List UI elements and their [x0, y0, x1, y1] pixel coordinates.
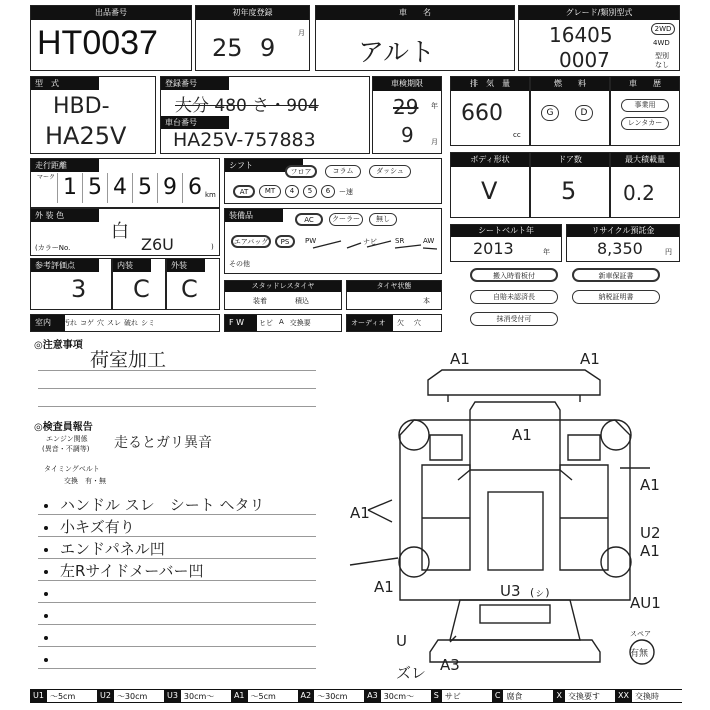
inspection-year-unit: 年 — [431, 102, 438, 110]
remark-bullet — [44, 548, 48, 552]
mark-u3-note: (ㇱ) — [530, 586, 550, 599]
interior-score-header: 内装 — [113, 259, 151, 272]
color-code: Z6U — [141, 235, 174, 254]
fw-row-label: F W — [225, 315, 257, 331]
capacity-header: 最大積載量 — [611, 153, 679, 167]
grade-header: グレード/類別型式 — [519, 6, 679, 20]
shift-gear-unit: ー速 — [339, 188, 353, 196]
fuel-diesel: D — [575, 105, 593, 121]
grade-line2: 0007 — [559, 48, 610, 72]
first-registration-header: 初年度登録 — [196, 6, 309, 20]
legend-key: U3 — [164, 689, 181, 703]
inspection-header: 車検期限 — [373, 77, 441, 91]
engine-value: 走るとガリ異音 — [114, 435, 212, 451]
history-business: 事業用 — [621, 99, 669, 112]
equipment-ps[interactable]: PS — [275, 235, 295, 248]
remark-line — [38, 646, 316, 647]
legend-key: A1 — [231, 689, 248, 703]
mileage-box — [30, 158, 220, 208]
grade-side-2: なし — [655, 61, 669, 69]
remark-bullet — [44, 592, 48, 596]
lot-number: HT0037 — [37, 24, 158, 62]
doc-tax[interactable]: 納税証明書 — [572, 290, 660, 304]
shift-floor[interactable]: フロア — [285, 165, 317, 178]
timing-label: タイミングベルト — [44, 465, 100, 473]
studless-box — [224, 280, 342, 310]
exterior-score: C — [181, 275, 198, 303]
audio-row-label: オーディオ — [347, 315, 393, 331]
engine-sub: (異音・不調等) — [42, 445, 90, 453]
fw-row-item: 交換要 — [289, 319, 311, 327]
inspection-box — [372, 76, 442, 154]
mark-rear-zure: ズレ — [396, 664, 427, 682]
vehicle-damage-diagram — [330, 340, 700, 685]
drive-2wd: 2WD — [651, 23, 675, 35]
doc-sign[interactable]: 搬入時看板付 — [470, 268, 558, 282]
engine-label: エンジン関係 — [46, 435, 88, 443]
car-name: アルト — [358, 38, 435, 68]
mileage-header: 走行距離 — [31, 159, 99, 172]
recycle-value: 8,350 — [597, 239, 643, 258]
shift-header: シフト — [225, 159, 303, 172]
model-box — [30, 76, 156, 154]
car-name-header: 車 名 — [316, 6, 514, 20]
legend-key: A2 — [298, 689, 315, 703]
exterior-score-box — [166, 258, 220, 310]
legend-value: 腐食 — [503, 689, 553, 703]
remark-text: 小キズ有り — [60, 518, 135, 536]
registration-month: 9 — [260, 34, 276, 62]
grade-side-1: 型別 — [655, 52, 669, 60]
car-name-box — [315, 5, 515, 71]
tire-box — [346, 280, 442, 310]
history-header: 車 歴 — [611, 77, 679, 91]
recycle-box — [566, 224, 680, 262]
studless-header: スタッドレスタイヤ — [225, 281, 341, 292]
mark-right-a1: A1 — [640, 542, 660, 560]
exterior-score-header: 外装 — [167, 259, 205, 272]
doors-box — [530, 152, 610, 218]
interior-score: C — [133, 275, 150, 303]
audio-row — [346, 314, 442, 332]
capacity-value: 0.2 — [623, 181, 655, 205]
drive-4wd: 4WD — [653, 39, 670, 47]
mark-left-door: A1 — [350, 504, 370, 522]
mark-u3: U3 — [500, 582, 521, 600]
equipment-strike-icon — [311, 235, 439, 251]
legend-key: X — [553, 689, 564, 703]
registration-month-unit: 月 — [298, 29, 305, 37]
mileage-digit: 5 — [132, 173, 157, 203]
mark-au1: AU1 — [630, 594, 661, 612]
fuel-gasoline: G — [541, 105, 559, 121]
mileage-digit: 5 — [82, 173, 107, 203]
tire-header: タイヤ状態 — [347, 281, 441, 292]
seatbelt-value: 2013 — [473, 239, 514, 258]
displacement-box — [450, 76, 530, 146]
interior-row-items — [63, 318, 155, 328]
notes-line-3 — [38, 406, 316, 407]
equipment-header: 装備品 — [225, 209, 283, 222]
fw-row — [224, 314, 342, 332]
mark-rear-u: U — [396, 632, 407, 650]
mileage-digit: 9 — [157, 173, 182, 203]
seatbelt-header: シートベルト年 — [451, 225, 561, 237]
legend-key: C — [492, 689, 504, 703]
equipment-ac[interactable]: AC — [295, 213, 323, 226]
equipment-pw: PW — [305, 237, 317, 245]
documents-box — [450, 264, 680, 330]
spare-value: 有無 — [630, 649, 649, 659]
inspection-month: 9 — [401, 123, 414, 147]
exterior-color-header: 外 装 色 — [31, 209, 99, 222]
displacement-header: 排 気 量 — [451, 77, 529, 91]
remark-text: エンドパネル凹 — [60, 540, 165, 558]
equipment-cooler[interactable]: クーラー — [329, 213, 363, 226]
tire-unit: 本 — [423, 297, 430, 305]
fw-row-item: ヒビ — [259, 319, 273, 327]
interior-row-item: 汚れ — [63, 319, 77, 327]
mark-rear-a3: A3 — [440, 656, 460, 674]
legend-key: XX — [615, 689, 632, 703]
inspection-month-unit: 月 — [431, 138, 438, 146]
recycle-unit: 円 — [665, 248, 672, 256]
audio-row-item: 欠 — [397, 319, 404, 327]
lot-number-box — [30, 5, 192, 71]
displacement-unit: cc — [513, 131, 521, 139]
remark-line — [38, 624, 316, 625]
legend-value: ～5cm — [248, 689, 298, 703]
equipment-box — [224, 208, 442, 274]
model-line2: HA25V — [45, 122, 127, 150]
fw-row-item: A — [279, 318, 284, 326]
damage-legend — [30, 689, 682, 703]
model-line1: HBD- — [53, 94, 110, 119]
shift-gear-6[interactable]: 6 — [321, 185, 335, 198]
studless-opt-2: 積込 — [295, 297, 309, 305]
inspector-header: ◎検査員報告 — [34, 422, 93, 433]
grade-box — [518, 5, 680, 71]
remark-line — [38, 668, 316, 669]
fuel-header: 燃 料 — [531, 77, 609, 91]
remark-bullet — [44, 658, 48, 662]
shift-mt[interactable]: MT — [259, 185, 281, 198]
displacement-value: 660 — [461, 101, 503, 126]
model-header: 型 式 — [31, 77, 99, 90]
doc-warranty[interactable]: 新車保証書 — [572, 268, 660, 282]
timing-sub: 交換 有・無 — [64, 477, 106, 485]
mark-front: A1 — [450, 350, 470, 368]
overall-score-box — [30, 258, 112, 310]
remark-bullet — [44, 504, 48, 508]
interior-score-box — [112, 258, 166, 310]
overall-score: 3 — [71, 275, 87, 303]
legend-value: 交換要す — [565, 689, 615, 703]
interior-row-item: 破れ — [124, 319, 138, 327]
remark-bullet — [44, 526, 48, 530]
registration-number-box — [160, 76, 370, 154]
spare-label: スペア — [630, 630, 651, 638]
interior-row-item: シミ — [141, 319, 155, 327]
interior-row-item: スレ — [107, 319, 121, 327]
legend-value: ～30cm — [114, 689, 164, 703]
audio-row-item: 穴 — [414, 319, 421, 327]
equipment-other: その他 — [229, 260, 250, 268]
first-registration-box — [195, 5, 310, 71]
legend-value: 交換時 — [632, 689, 682, 703]
color-code-label: (カラーNo. — [35, 244, 71, 252]
remark-bullet — [44, 570, 48, 574]
notes-line-1 — [38, 370, 316, 371]
grade-line1: 16405 — [549, 23, 613, 47]
shift-column[interactable]: コラム — [325, 165, 361, 178]
body-type-box — [450, 152, 530, 218]
audio-row-items — [397, 318, 421, 328]
mark-front-2: A1 — [580, 350, 600, 368]
doc-insurance[interactable]: 自賠未認済長 — [470, 290, 558, 304]
inspection-year: 29 — [393, 95, 419, 119]
registration-year: 25 — [212, 34, 243, 62]
color-code-close: ) — [211, 243, 214, 251]
fuel-box — [530, 76, 610, 146]
seatbelt-unit: 年 — [543, 248, 550, 256]
remark-line — [38, 602, 316, 603]
mark-right-side: A1 — [640, 476, 660, 494]
remark-text: 左Rサイドメーバー凹 — [60, 562, 204, 580]
shift-gear-5[interactable]: 5 — [303, 185, 317, 198]
exterior-color-value: 白 — [111, 221, 129, 242]
shift-gear-4[interactable]: 4 — [285, 185, 299, 198]
interior-row — [30, 314, 220, 332]
equipment-none[interactable]: 無し — [369, 213, 397, 226]
mileage-mark: マーク — [37, 174, 56, 181]
legend-value: ～30cm — [314, 689, 364, 703]
body-type-value: V — [481, 177, 498, 205]
doors-header: ドア数 — [531, 153, 609, 167]
mileage-digits — [57, 173, 207, 203]
mileage-digit: 4 — [107, 173, 132, 203]
studless-opt-1: 装着 — [253, 297, 267, 305]
legend-value: 30cm～ — [181, 689, 231, 703]
legend-key: U2 — [97, 689, 114, 703]
mark-hood: A1 — [512, 426, 532, 444]
equipment-navi: ナビ — [363, 238, 377, 246]
legend-key: U1 — [30, 689, 47, 703]
chassis-number: HA25V-757883 — [173, 129, 316, 151]
legend-value: サビ — [442, 689, 492, 703]
doors-value: 5 — [561, 177, 577, 205]
interior-row-label: 室内 — [31, 315, 65, 331]
seatbelt-box — [450, 224, 562, 262]
remark-bullet — [44, 614, 48, 618]
registration-number: 大分 480 さ・904 — [175, 96, 319, 116]
equipment-sr: SR — [395, 237, 405, 245]
recycle-header: リサイクル預託金 — [567, 225, 679, 237]
mileage-unit: km — [205, 191, 216, 199]
shift-dash[interactable]: ダッシュ — [369, 165, 411, 178]
overall-score-header: 参考評価点 — [31, 259, 99, 272]
equipment-aw: AW — [423, 237, 435, 245]
remark-bullet — [44, 636, 48, 640]
notes-header: ◎注意事項 — [34, 340, 83, 351]
shift-at[interactable]: AT — [233, 185, 255, 198]
equipment-airbag[interactable]: エアバッグ — [231, 235, 271, 248]
capacity-box — [610, 152, 680, 218]
legend-key: A3 — [364, 689, 381, 703]
doc-cancel[interactable]: 抹消受付可 — [470, 312, 558, 326]
notes-text: 荷室加工 — [90, 349, 167, 371]
history-box — [610, 76, 680, 146]
chassis-header: 車台番号 — [161, 116, 229, 129]
legend-value: ～5cm — [47, 689, 97, 703]
lot-number-header: 出品番号 — [31, 6, 191, 20]
mark-left-quarter: A1 — [374, 578, 394, 596]
mileage-digit: 1 — [57, 173, 82, 203]
mileage-digit: 6 — [182, 173, 207, 203]
interior-row-item: 穴 — [97, 319, 104, 327]
body-type-header: ボディ形状 — [451, 153, 529, 167]
interior-row-item: コゲ — [80, 319, 94, 327]
exterior-color-box — [30, 208, 220, 256]
history-rental: レンタカー — [621, 117, 669, 130]
legend-key: S — [431, 689, 442, 703]
notes-line-2 — [38, 388, 316, 389]
registration-number-header: 登録番号 — [161, 77, 229, 90]
remark-text: ハンドル スレ シート ヘタリ — [60, 496, 265, 514]
shift-box — [224, 158, 442, 204]
mark-right-u2: U2 — [640, 524, 661, 542]
legend-value: 30cm～ — [381, 689, 431, 703]
fw-row-items — [259, 318, 311, 328]
